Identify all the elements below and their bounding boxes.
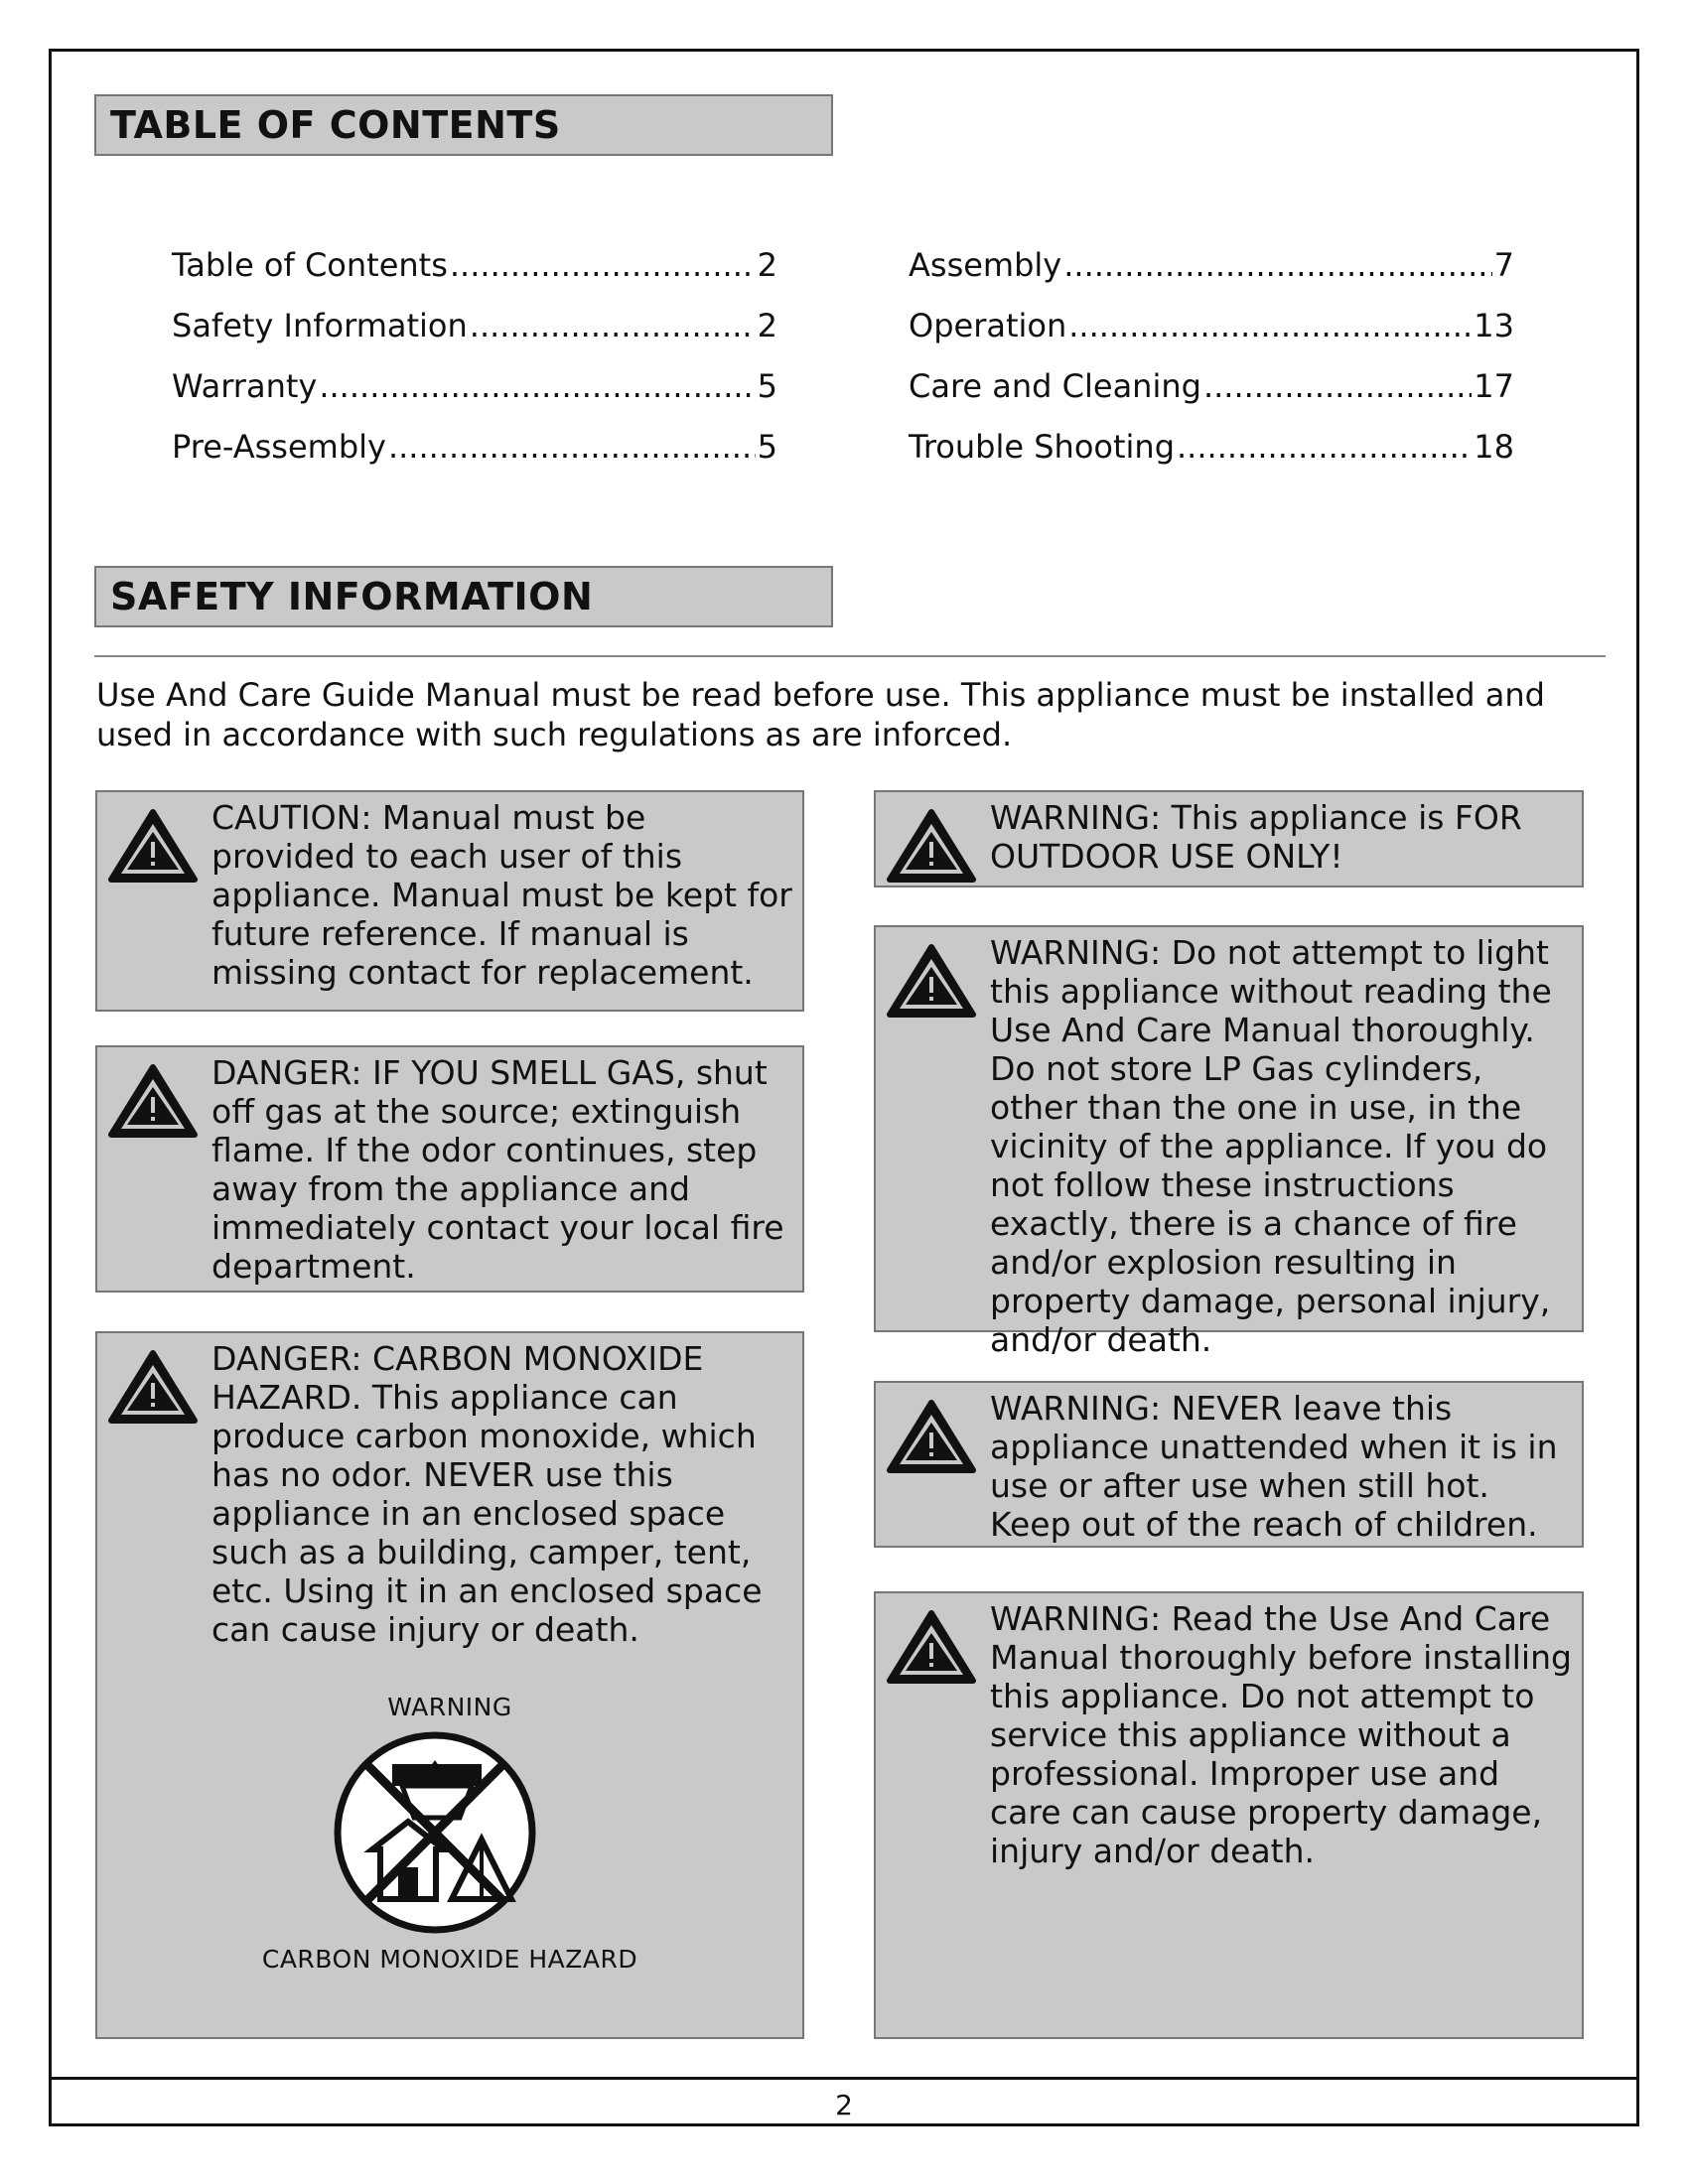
- warning-triangle-icon: [886, 806, 977, 886]
- warning-service-text: WARNING: Read the Use And Care Manual thoroughly before installing this appliance. Do not attempt to service this appliance without a professional. Improper use and care can cause property damage, injury and/or death.: [990, 1599, 1572, 1870]
- toc-left-column: [172, 246, 777, 488]
- danger-co-text: DANGER: CARBON MONOXIDE HAZARD. This appliance can produce carbon monoxide, which has no odor. NEVER use this appliance in an enclosed space such as a building, camper, tent, etc. Using it in an enclosed space can cause injury or death.: [211, 1339, 763, 1649]
- toc-entry[interactable]: Pre-Assembly ..... 5: [172, 428, 777, 488]
- caution-text: CAUTION: Manual must be provided to each user of this appliance. Manual must be kept for future reference. If manual is missing contact for replacement.: [211, 798, 792, 992]
- co-sign-top-label: WARNING: [387, 1693, 512, 1721]
- page-number: 2: [835, 2089, 853, 2121]
- no-enclosed-space-icon: [333, 1730, 537, 1935]
- toc-entry[interactable]: Safety Information ..... 2: [172, 307, 777, 367]
- warning-unattended-box: [874, 1381, 1584, 1548]
- warning-triangle-icon: [886, 1607, 977, 1687]
- safety-intro: Use And Care Guide Manual must be read before use. This appliance must be installed and used in accordance with such regulations as are inforced.: [96, 676, 1545, 753]
- footer-divider: [49, 2077, 1639, 2080]
- toc-entry[interactable]: Warranty ..... 5: [172, 367, 777, 428]
- toc-heading: TABLE OF CONTENTS: [94, 94, 833, 156]
- warning-triangle-icon: [107, 1347, 199, 1427]
- danger-gas-box: [95, 1045, 804, 1293]
- toc-right-column: [909, 246, 1514, 488]
- warning-triangle-icon: [886, 1397, 977, 1476]
- toc-entry[interactable]: Care and Cleaning ..... 17: [909, 367, 1514, 428]
- toc-entry[interactable]: Assembly ..... 7: [909, 246, 1514, 307]
- divider: [94, 655, 1606, 657]
- warning-light-box: [874, 925, 1584, 1359]
- caution-box: [95, 790, 804, 1012]
- warning-triangle-icon: [886, 941, 977, 1021]
- toc-entry[interactable]: Operation ..... 13: [909, 307, 1514, 367]
- co-sign-bottom-label: CARBON MONOXIDE HAZARD: [261, 1945, 638, 1974]
- warning-triangle-icon: [107, 806, 199, 886]
- toc-entry[interactable]: Table of Contents ..... 2: [172, 246, 777, 307]
- warning-outdoor-box: [874, 790, 1584, 887]
- safety-heading: SAFETY INFORMATION: [94, 566, 833, 627]
- warning-triangle-icon: [107, 1061, 199, 1141]
- danger-gas-text: DANGER: IF YOU SMELL GAS, shut off gas at the source; extinguish flame. If the odor continues, step away from the appliance and immediately contact your local fire department.: [211, 1053, 784, 1286]
- warning-outdoor-text: WARNING: This appliance is FOR OUTDOOR USE ONLY!: [990, 798, 1522, 876]
- toc-entry[interactable]: Trouble Shooting ..... 18: [909, 428, 1514, 488]
- warning-light-text: WARNING: Do not attempt to light this appliance without reading the Use And Care Manual thoroughly. Do not store LP Gas cylinders, other than the one in use, in the vicinity of the appliance. If you do not follow these instructions exactly, there is a chance of fire and/or explosion resulting in property damage, personal injury, and/or death.: [990, 933, 1552, 1359]
- danger-co-box: [95, 1331, 804, 2039]
- warning-service-box: [874, 1591, 1584, 2039]
- warning-unattended-text: WARNING: NEVER leave this appliance unattended when it is in use or after use when still hot. Keep out of the reach of children.: [990, 1389, 1558, 1544]
